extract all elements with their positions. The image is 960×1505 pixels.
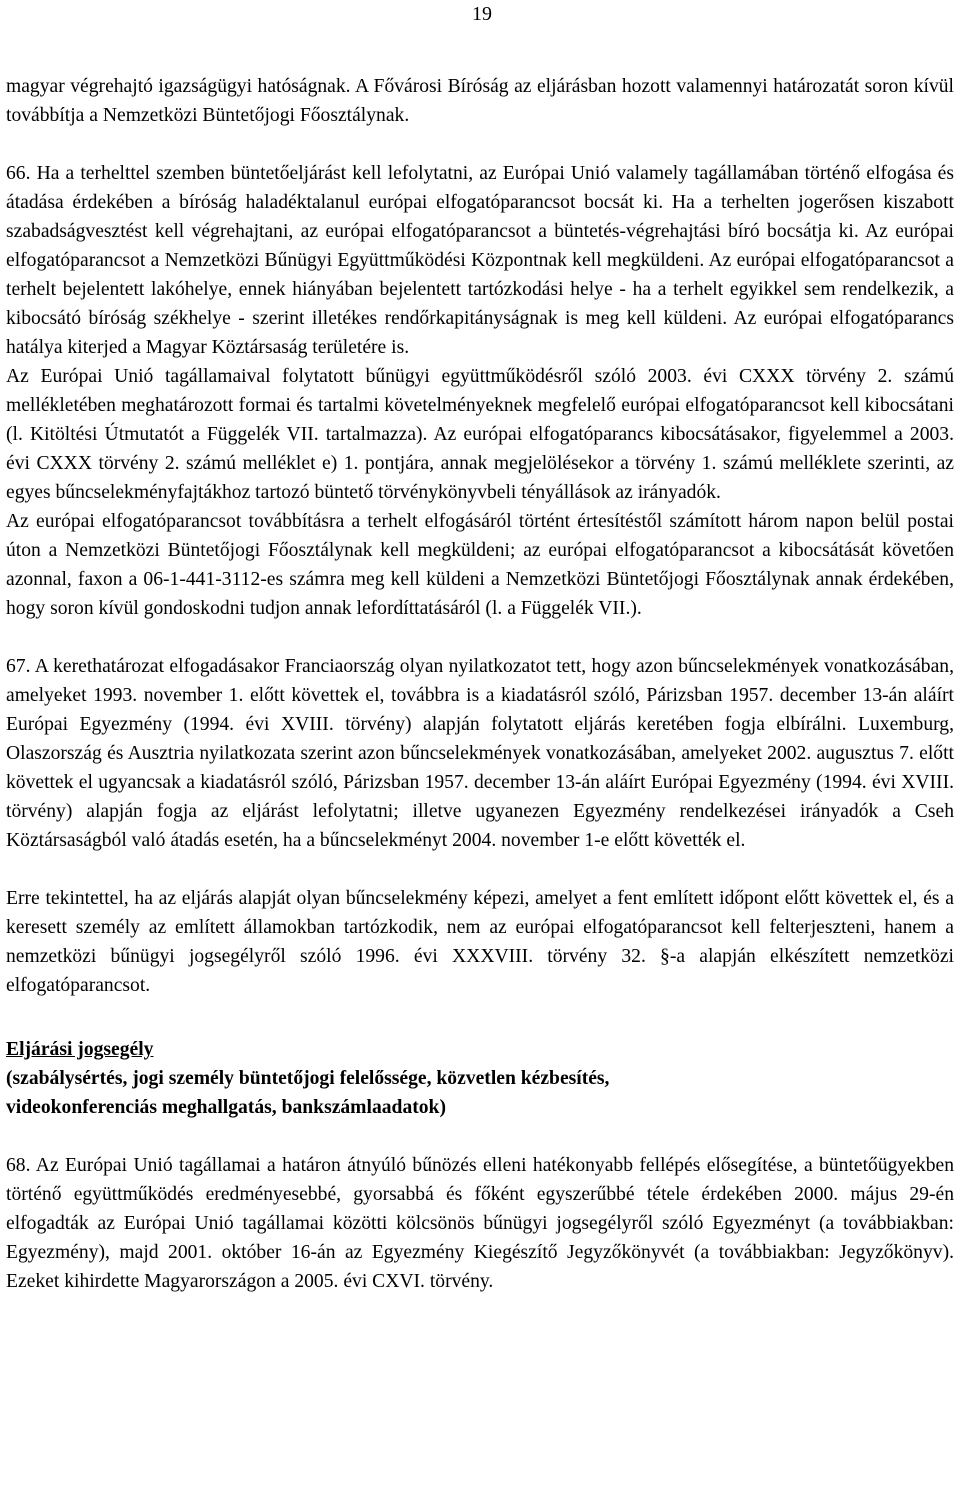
paragraph-66-form: Az Európai Unió tagállamaival folytatott bűnügyi együttműködésről szóló 2003. évi CXXX törvény 2. számú mellékletében meghatározott formai és tartalmi követelményeknek megfelelő európai elfogatóparancsot kell kibocsátani (l. Kitöltési Útmutatót a Függelék VII. tartalmazza). Az európai elfogatóparancs kibocsátásakor, figyelemmel a 2003. évi CXXX törvény 2. számú melléklet e) 1. pontjára, annak megjelölésekor a törvény 1. számú melléklete szerinti, az egyes bűncselekményfajtákhoz tartozó büntető törvénykönyvbeli tényállások az irányadók. bbox=[6, 366, 954, 503]
paragraph-gap bbox=[6, 855, 954, 884]
paragraph-erre-tekintettel: Erre tekintettel, ha az eljárás alapját olyan bűncselekmény képezi, amelyet a fent említett időpont előtt követtek el, és a keresett személy az említett államokban tartózkodik, nem az európai elfogatóparancsot kell felterjeszteni, hanem a nemzetközi bűnügyi jogsegélyről szóló 1996. évi XXXVIII. törvény 32. §-a alapján elkészített nemzetközi elfogatóparancsot. bbox=[6, 888, 954, 996]
paragraph-66: 66. Ha a terhelttel szemben büntetőeljárást kell lefolytatni, az Európai Unió valamely tagállamában történő elfogása és átadása érdekében a bíróság haladéktalanul európai elfogatóparancsot bocsát ki. Ha a terhelten jogerősen kiszabott szabadságvesztést kell végrehajtani, az európai elfogatóparancsot a büntetés-végrehajtási bíró bocsátja ki. Az európai elfogatóparancsot a Nemzetközi Bűnügyi Együttműködési Központnak kell megküldeni. Az európai elfogatóparancsot a terhelt bejelentett lakóhelye, ennek hiányában bejelentett tartózkodási helye - ha a terhelt egyikkel sem rendelkezik, a kibocsátó bíróság székhelye - szerint illetékes rendőrkapitányságnak is meg kell küldeni. Az európai elfogatóparancs hatálya kiterjed a Magyar Köztársaság területére is. bbox=[6, 163, 954, 358]
document-body bbox=[6, 72, 954, 1296]
paragraph-gap bbox=[6, 1122, 954, 1151]
paragraph-66-transmission: Az európai elfogatóparancsot továbbításra a terhelt elfogásáról történt értesítéstől számított három napon belül postai úton a Nemzetközi Büntetőjogi Főosztálynak kell megküldeni; az európai elfogatóparancsot a kibocsátását követően azonnal, faxon a 06-1-441-3112-es számra meg kell küldeni a Nemzetközi Büntetőjogi Főosztálynak annak érdekében, hogy soron kívül gondoskodni tudjon annak lefordíttatásáról (l. a Függelék VII.). bbox=[6, 511, 954, 619]
paragraph-67: 67. A kerethatározat elfogadásakor Franciaország olyan nyilatkozatot tett, hogy azon bűncselekmények vonatkozásában, amelyeket 1993. november 1. előtt követtek el, továbbra is a kiadatásról szóló, Párizsban 1957. december 13-án aláírt Európai Egyezmény (1994. évi XVIII. törvény) alapján folytatott eljárás keretében fogja elbírálni. Luxemburg, Olaszország és Ausztria nyilatkozata szerint azon bűncselekmények vonatkozásában, amelyeket 2002. augusztus 7. előtt követtek el ugyancsak a kiadatásról szóló, Párizsban 1957. december 13-án aláírt Európai Egyezmény (1994. évi XVIII. törvény) alapján fogja az eljárást lefolytatni; illetve ugyanezen Egyezmény rendelkezései irányadók a Cseh Köztársaságból való átadás esetén, ha a bűncselekményt 2004. november 1-e előtt követték el. bbox=[6, 656, 954, 851]
section-heading-subtitle-line-1: (szabálysértés, jogi személy büntetőjogi felelőssége, közvetlen kézbesítés, bbox=[6, 1068, 610, 1089]
page-number: 19 bbox=[472, 3, 492, 25]
paragraph-68: 68. Az Európai Unió tagállamai a határon átnyúló bűnözés elleni hatékonyabb fellépés elősegítése, a büntetőügyekben történő együttműködés eredményesebbé, gyorsabbá és főként egyszerűbbé tétele érdekében 2000. május 29-én elfogadták az Európai Unió tagállamai közötti kölcsönös bűnügyi jogsegélyről szóló Egyezményt (a továbbiakban: Egyezmény), majd 2001. október 16-án az Egyezmény Kiegészítő Jegyzőkönyvét (a továbbiakban: Jegyzőkönyv). Ezeket kihirdette Magyarországon a 2005. évi CXVI. törvény. bbox=[6, 1155, 954, 1292]
paragraph-continuation: magyar végrehajtó igazságügyi hatóságnak. A Fővárosi Bíróság az eljárásban hozott valamennyi határozatát soron kívül továbbítja a Nemzetközi Büntetőjogi Főosztálynak. bbox=[6, 76, 954, 126]
paragraph-gap bbox=[6, 1000, 954, 1029]
section-heading-title bbox=[6, 1035, 954, 1064]
paragraph-gap bbox=[6, 130, 954, 159]
section-heading-subtitle-line-2: videokonferenciás meghallgatás, bankszámlaadatok) bbox=[6, 1097, 446, 1118]
paragraph-gap bbox=[6, 623, 954, 652]
section-heading-title-text: Eljárási jogsegély bbox=[6, 1039, 154, 1060]
